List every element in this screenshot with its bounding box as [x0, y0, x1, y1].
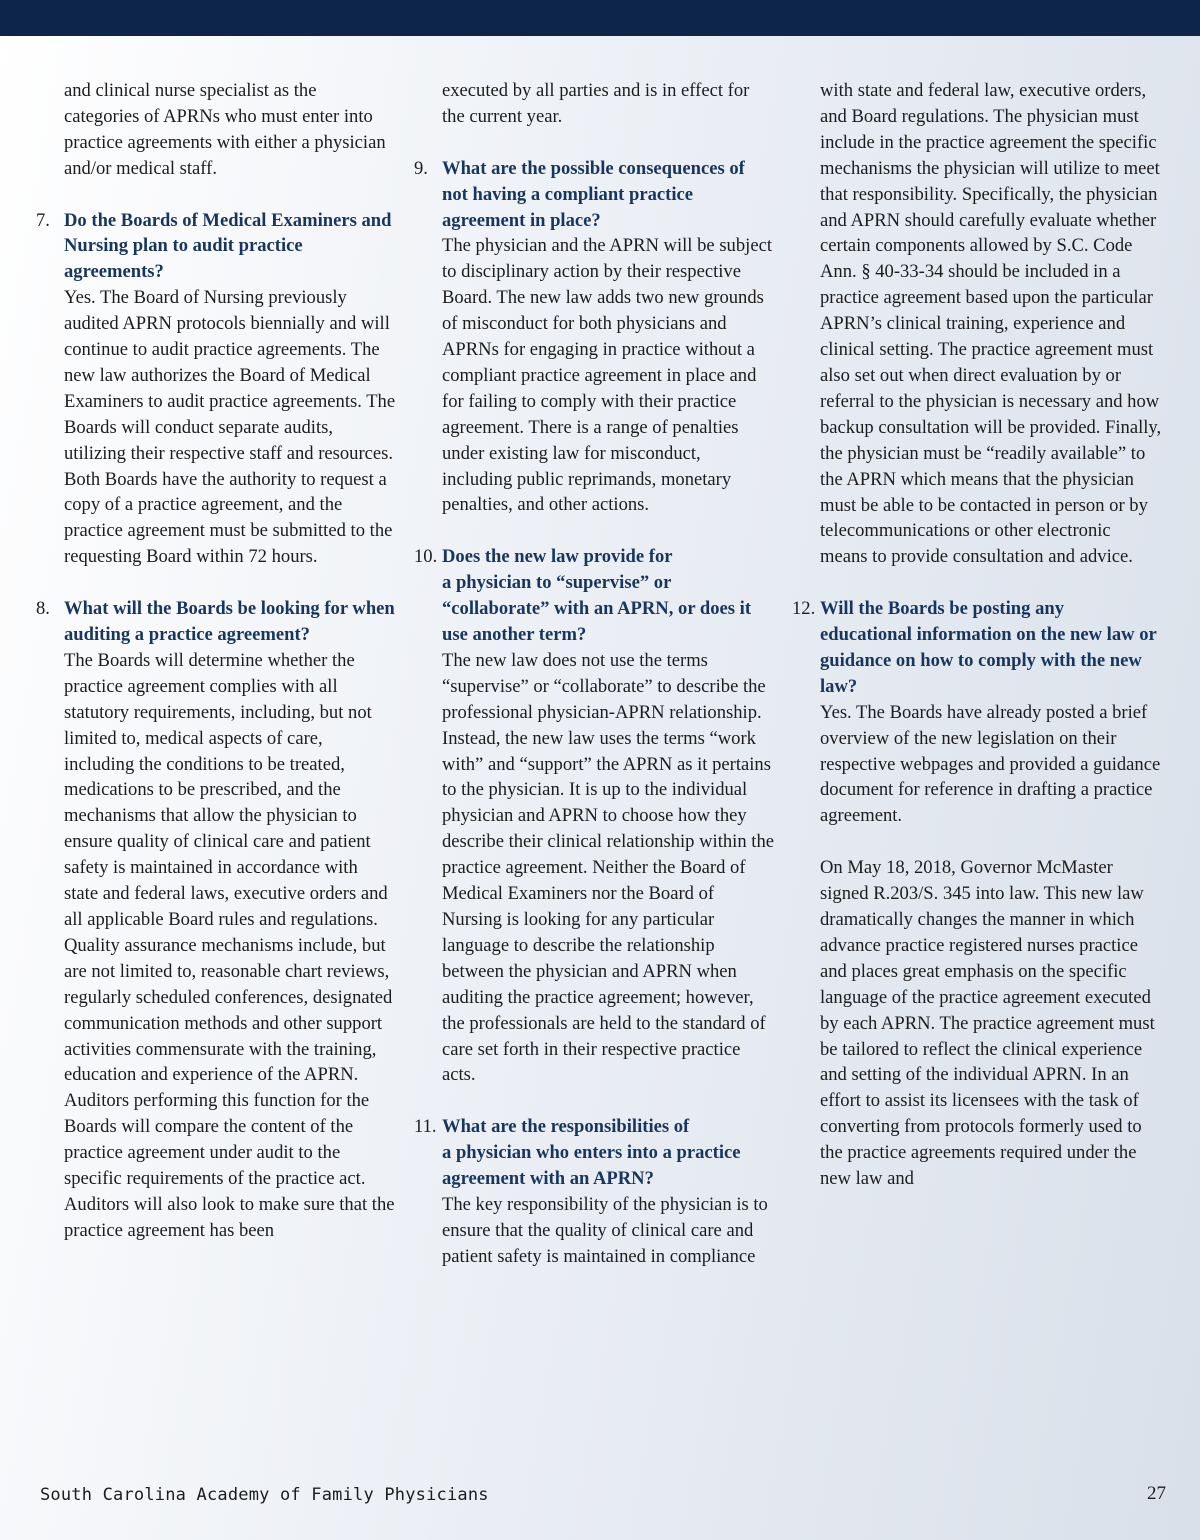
question-heading: educational information on the new law or guidance on how to comply with the new law? [820, 624, 1157, 697]
answer-text: The key responsibility of the physician is to ensure that the quality of clinical care and patient safety is maintained in compliance [442, 1193, 768, 1267]
question-number: 8. [36, 598, 50, 620]
continuation-text: with state and federal law, executive orders, and Board regulations. The physician must include in the practice agreement the specific mechanisms the physician will utilize to meet that responsibility. Specifically, the physician and APRN should carefully evaluate whether certain components allowed by S.C. Code Ann. § 40-33-34 should be included in a practice agreement based upon the particular APRN’s clinical training, experience and clinical setting. The practice agreement must also set out when direct evaluation by or referral to the physician is necessary and how backup consultation will be provided. Finally, the physician must be “readily available” to the APRN which means that the physician must be able to be contacted in person or by telecommunications or other electronic means to provide consultation and advice. [820, 80, 1162, 568]
question-number: 7. [36, 209, 50, 231]
faq-item-8 [36, 596, 396, 1244]
question-number: 11. [414, 1116, 437, 1138]
footer-organization: South Carolina Academy of Family Physicians [40, 1485, 489, 1505]
page-number: 27 [1147, 1483, 1166, 1504]
answer-text: The new law does not use the terms “supervise” or “collaborate” to describe the professional physician-APRN relationship. Instead, the new law uses the terms “work with” and “support” the APRN as it pertains to the physician. It is up to the individual physician and APRN to choose how they describe their clinical relationship within the practice agreement. Neither the Board of Medical Examiners nor the Board of Nursing is looking for any particular language to describe the relationship between the physician and APRN when auditing the practice agreement; however, the professionals are held to the standard of care set forth in their respective practice acts. [442, 649, 775, 1086]
faq-item-12 [792, 596, 1162, 829]
question-heading-line1: Does the new law provide for [442, 546, 673, 568]
question-heading-line1: Will the Boards be posting any [820, 598, 1065, 620]
question-heading: What are the possible consequences of not having a compliant practice agreement in place? [442, 157, 745, 231]
answer-text: Yes. The Boards have already posted a brief overview of the new legislation on their respective webpages and provided a guidance document for reference in drafting a practice agreement. [820, 701, 1161, 827]
question-heading-line1: What are the responsibilities of [442, 1116, 690, 1138]
question-heading: What will the Boards be looking for when auditing a practice agreement? [64, 598, 395, 645]
continuation-text: executed by all parties and is in effect for the current year. [442, 80, 750, 127]
column-3 [792, 78, 1162, 1192]
question-number: 10. [414, 546, 438, 568]
faq-item-9 [414, 156, 774, 519]
question-heading: a physician who enters into a practice agreement with an APRN? [442, 1142, 741, 1190]
faq-item-7 [36, 208, 396, 571]
faq-item-11 [414, 1114, 774, 1269]
header-bar [0, 0, 1200, 36]
continuation-text: and clinical nurse specialist as the categories of APRNs who must enter into practice agreements with either a physician and/or medical staff. [64, 80, 386, 179]
column-1 [36, 78, 396, 1244]
question-number: 12. [792, 598, 816, 620]
question-number: 9. [414, 157, 428, 179]
answer-text: Yes. The Board of Nursing previously audited APRN protocols biennially and will continue to audit practice agreements. The new law authorizes the Board of Medical Examiners to audit practice agreements. The Boards will conduct separate audits, utilizing their respective staff and resources. Both Boards have the authority to request a copy of a practice agreement, and the practice agreement must be submitted to the requesting Board within 72 hours. [64, 287, 396, 568]
answer-text: The Boards will determine whether the practice agreement complies with all statutory requirements, including, but not limited to, medical aspects of care, including the conditions to be treated, medications to be prescribed, and the mechanisms that allow the physician to ensure quality of clinical care and patient safety is maintained in accordance with state and federal laws, executive orders and all applicable Board rules and regulations. Quality assurance mechanisms include, but are not limited to, reasonable chart reviews, regularly scheduled conferences, designated communication methods and other support activities commensurate with the training, education and experience of the APRN. Auditors performing this function for the Boards will compare the content of the practice agreement under audit to the specific requirements of the practice act. Auditors will also look to make sure that the practice agreement has been [64, 649, 395, 1241]
question-heading: a physician to “supervise” or “collaborate” with an APRN, or does it use another term? [442, 572, 752, 645]
faq-item-10 [414, 544, 774, 1088]
closing-paragraph: On May 18, 2018, Governor McMaster signed R.203/S. 345 into law. This new law dramatically changes the manner in which advance practice registered nurses practice and places great emphasis on the specific language of the practice agreement executed by each APRN. The practice agreement must be tailored to reflect the clinical experience and setting of the individual APRN. In an effort to assist its licensees with the task of converting from protocols formerly used to the practice agreements required under the new law and [820, 857, 1155, 1190]
column-2 [414, 78, 774, 1270]
answer-text: The physician and the APRN will be subject to disciplinary action by their respective Board. The new law adds two new grounds of misconduct for both physicians and APRNs for engaging in practice without a compliant practice agreement in place and for failing to comply with their practice agreement. There is a range of penalties under existing law for misconduct, including public reprimands, monetary penalties, and other actions. [442, 235, 772, 516]
question-heading: Do the Boards of Medical Examiners and Nursing plan to audit practice agreements? [64, 209, 392, 283]
